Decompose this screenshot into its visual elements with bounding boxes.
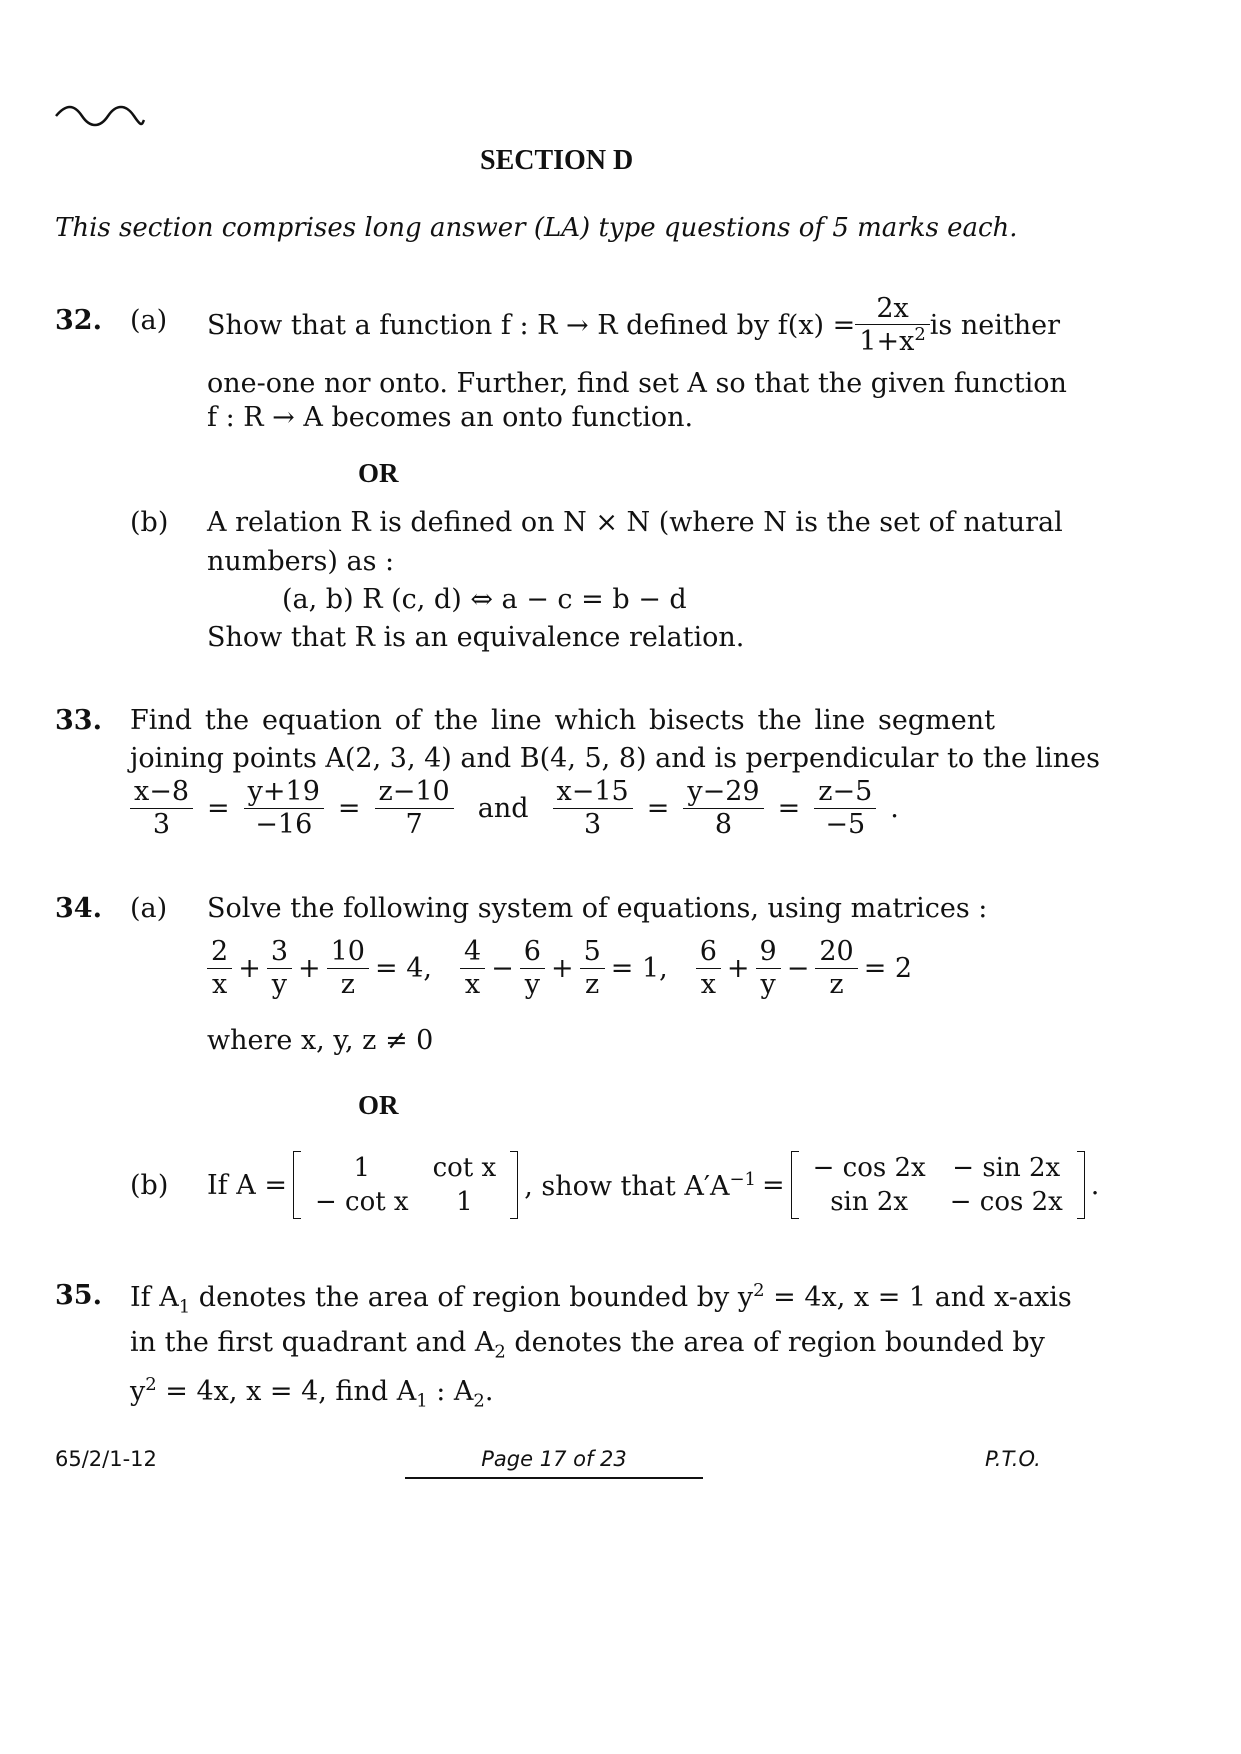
text: : A [427, 1376, 474, 1407]
line2-y-fraction [683, 776, 763, 839]
eq1-term3 [327, 936, 369, 999]
denominator: −5 [825, 808, 866, 840]
denominator: y [760, 968, 776, 1000]
denominator: y [271, 968, 288, 1000]
subscript: 2 [494, 1341, 506, 1363]
line1-y-fraction [244, 776, 324, 839]
subscript: 1 [178, 1296, 191, 1318]
eq3-rhs: = 2 [863, 952, 913, 984]
numerator: y−29 [683, 776, 763, 808]
eq2-term2 [520, 936, 545, 999]
numerator: x−8 [130, 776, 193, 808]
part-label-32b: (b) [130, 507, 169, 538]
plus-sign: + [550, 952, 574, 984]
q32a-line1 [207, 290, 1060, 360]
q33-line1: Find the equation of the line which bisects the line segment [130, 705, 995, 736]
text: = 4x, x = 1 and x-axis [764, 1282, 1072, 1313]
numerator: 9 [756, 936, 781, 968]
paper-code: 65/2/1-12 [55, 1447, 157, 1471]
numerator: 2 [207, 936, 232, 968]
question-number-33: 33. [55, 705, 102, 736]
eq3-term1 [696, 936, 721, 999]
numerator: x−15 [553, 776, 633, 808]
section-title: SECTION D [480, 145, 634, 176]
text: If A [130, 1282, 179, 1313]
matrix-cell: − cos 2x [812, 1153, 926, 1183]
or-separator-34: OR [358, 1090, 399, 1120]
equals-sign: = [777, 792, 801, 824]
q33-line2: joining points A(2, 3, 4) and B(4, 5, 8) and is perpendicular to the lines [130, 743, 1100, 774]
matrix-cell: 1 [456, 1187, 473, 1217]
equals-sign: = [762, 1169, 785, 1201]
numerator: y+19 [244, 776, 324, 808]
plus-sign: + [298, 952, 321, 984]
numerator: 6 [696, 936, 721, 968]
q32a-text-end: is neither [929, 309, 1060, 341]
section-note: This section comprises long answer (LA) type questions of 5 marks each. [55, 213, 1018, 243]
wave-mark-icon [52, 100, 147, 130]
denominator: x [464, 968, 481, 1000]
q32a-line2: one-one nor onto. Further, find set A so that the given function [207, 368, 1067, 399]
denominator: z [585, 968, 600, 1000]
eq1-term2 [267, 936, 292, 999]
eq1-rhs: = 4, [374, 952, 432, 984]
period: . [1090, 1169, 1100, 1201]
numerator: 6 [520, 936, 545, 968]
period: . [890, 792, 899, 824]
denominator: z [340, 968, 355, 1000]
show-text: , show that A′A [524, 1170, 730, 1202]
line1-z-fraction [375, 776, 454, 839]
q34b-show [524, 1169, 756, 1202]
question-number-34: 34. [55, 893, 102, 924]
numerator: 3 [267, 936, 292, 968]
fraction-numerator: 2x [855, 293, 929, 325]
q32b-relation: (a, b) R (c, d) ⇔ a − c = b − d [282, 584, 687, 615]
part-label-34b: (b) [130, 1170, 169, 1201]
q34a-equations [207, 933, 912, 1003]
q32a-text: Show that a function f : R → R defined by f(x) = [207, 309, 856, 341]
q32b-line2: numbers) as : [207, 546, 395, 577]
subscript: 1 [416, 1390, 428, 1412]
denominator-power: 2 [914, 324, 926, 345]
text: denotes the area of region bounded by y [190, 1282, 754, 1313]
plus-sign: + [726, 952, 750, 984]
matrix-cell: cot x [432, 1153, 497, 1183]
q33-equations [130, 775, 899, 841]
matrix-cell: 1 [353, 1153, 371, 1183]
eq2-term1 [460, 936, 485, 999]
q35-line2 [130, 1327, 1045, 1363]
q34a-condition: where x, y, z ≠ 0 [207, 1025, 434, 1056]
denominator: z [829, 968, 844, 1000]
matrix-cell: − cos 2x [949, 1187, 1063, 1217]
or-separator-32: OR [358, 458, 399, 488]
equals-sign: = [337, 792, 361, 824]
equals-sign: = [646, 792, 670, 824]
fraction-denominator [855, 325, 929, 357]
q34a-text: Solve the following system of equations, using matrices : [207, 893, 988, 924]
denominator-base: 1+x [859, 326, 915, 357]
plus-sign: + [238, 952, 261, 984]
denominator: x [211, 968, 228, 1000]
pto-label: P.T.O. [985, 1447, 1041, 1471]
numerator: 20 [815, 936, 857, 968]
superscript: 2 [753, 1280, 765, 1301]
matrix-cell: − cot x [314, 1187, 409, 1217]
eq1-term1 [207, 936, 232, 999]
numerator: 10 [327, 936, 369, 968]
denominator: y [524, 968, 540, 1000]
eq3-term2 [756, 936, 781, 999]
eq3-term3 [815, 936, 857, 999]
text: . [484, 1376, 494, 1407]
and-word: and [477, 792, 529, 824]
equals-sign: = [207, 792, 230, 824]
numerator: 4 [460, 936, 485, 968]
page-number: Page 17 of 23 [481, 1447, 627, 1471]
denominator: 3 [152, 808, 171, 840]
minus-sign: − [491, 952, 514, 984]
question-number-32: 32. [55, 305, 102, 336]
numerator: 5 [580, 936, 605, 968]
part-label-34a: (a) [130, 893, 168, 924]
text: = 4x, x = 4, find A [156, 1376, 417, 1407]
line2-x-fraction [553, 776, 633, 839]
q32b-line4: Show that R is an equivalence relation. [207, 622, 745, 653]
q32b-line1: A relation R is defined on N × N (where N is the set of natural [207, 507, 1063, 538]
q32a-line3: f : R → A becomes an onto function. [207, 402, 694, 433]
minus-sign: − [786, 952, 810, 984]
numerator: z−5 [814, 776, 876, 808]
matrix-cell: sin 2x [830, 1187, 909, 1217]
line2-z-fraction [814, 776, 876, 839]
q35-line3 [130, 1374, 493, 1411]
subscript: 2 [473, 1390, 485, 1412]
matrix-cell: − sin 2x [952, 1153, 1061, 1183]
eq2-rhs: = 1, [610, 952, 668, 984]
denominator: 7 [405, 808, 423, 840]
denominator: −16 [255, 808, 313, 840]
q35-line1 [130, 1280, 1072, 1318]
q34b-statement [207, 1145, 1099, 1225]
part-label-32a: (a) [130, 305, 168, 336]
text: denotes the area of region bounded by [505, 1327, 1045, 1358]
denominator: 8 [714, 808, 733, 840]
page-number-underline [405, 1477, 703, 1479]
superscript: 2 [145, 1374, 157, 1395]
text: y [130, 1376, 146, 1407]
matrix-A [293, 1151, 518, 1219]
text: in the first quadrant and A [130, 1327, 495, 1358]
matrix-result [791, 1151, 1085, 1219]
denominator: 3 [584, 808, 602, 840]
q34b-if: If A = [207, 1169, 287, 1201]
numerator: z−10 [375, 776, 454, 808]
line1-x-fraction [130, 776, 193, 839]
eq2-term3 [580, 936, 605, 999]
denominator: x [700, 968, 716, 1000]
question-number-35: 35. [55, 1280, 102, 1311]
inverse-power: −1 [729, 1168, 756, 1190]
q32a-fraction [855, 293, 929, 357]
